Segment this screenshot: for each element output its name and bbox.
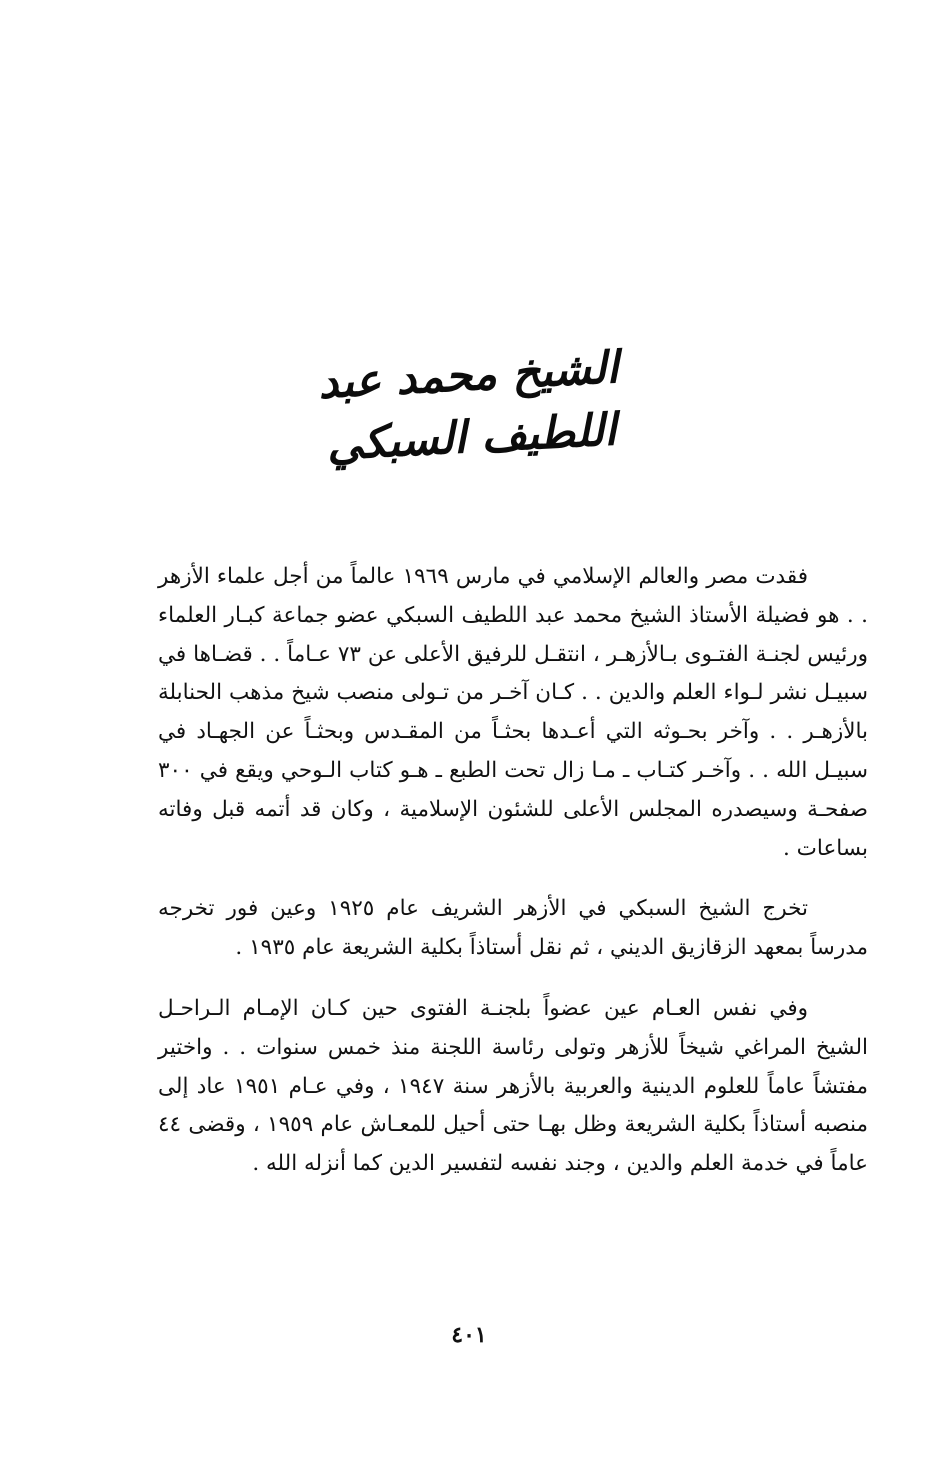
page-number: ٤٠١ <box>451 1322 487 1348</box>
paragraph-3: وفي نفس العـام عين عضواً بلجنـة الفتوى حين كـان الإمـام الـراحـل الشيخ المراغي شيخاً للأزهر وتولى رئاسة اللجنة منذ خمس سنوات . . واختير مفتشاً عاماً للعلوم الدينية والعربية بالأزهر سنة ١٩٤٧ ، وفي عـام ١٩٥١ عاد إلى منصبه أستاذاً بكلية الشريعة وظل بهـا حتى أحيل للمعـاش عام ١٩٥٩ ، وقضى ٤٤ عاماً في خدمة العلم والدين ، وجند نفسه لتفسير الدين كما أنزله الله . <box>158 995 868 1177</box>
article-body <box>158 558 868 1184</box>
paragraph-2: تخرج الشيخ السبكي في الأزهر الشريف عام ١٩٢٥ وعين فور تخرجه مدرساً بمعهد الزقازيق الديني ، ثم نقل أستاذاً بكلية الشريعة عام ١٩٣٥ . <box>158 896 868 961</box>
paragraph-1: فقدت مصر والعالم الإسلامي في مارس ١٩٦٩ عالماً من أجل علماء الأزهر . . هو فضيلة الأستاذ الشيخ محمد عبد اللطيف السبكي عضو جماعة كبـار العلماء ورئيس لجنـة الفتـوى بـالأزهـر ، انتقـل للرفيق الأعلى عن ٧٣ عـاماً . . قضـاها في سبيـل نشر لـواء العلم والدين . . كـان آخـر من تـولى منصب شيخ مذهب الحنابلة بالأزهـر . . وآخر بحـوثه التي أعـدها بحثـاً من المقـدس وبحثـاً عن الجهـاد في سبيـل الله . . وآخـر كتـاب ـ مـا زال تحت الطبع ـ هـو كتاب الـوحي ويقع في ٣٠٠ صفحـة وسيصدره المجلس الأعلى للشئون الإسلامية ، وكان قد أتمه قبل وفاته بساعات . <box>158 564 868 861</box>
chapter-heading: الشيخ محمد عبد اللطيف السبكي <box>317 342 620 471</box>
